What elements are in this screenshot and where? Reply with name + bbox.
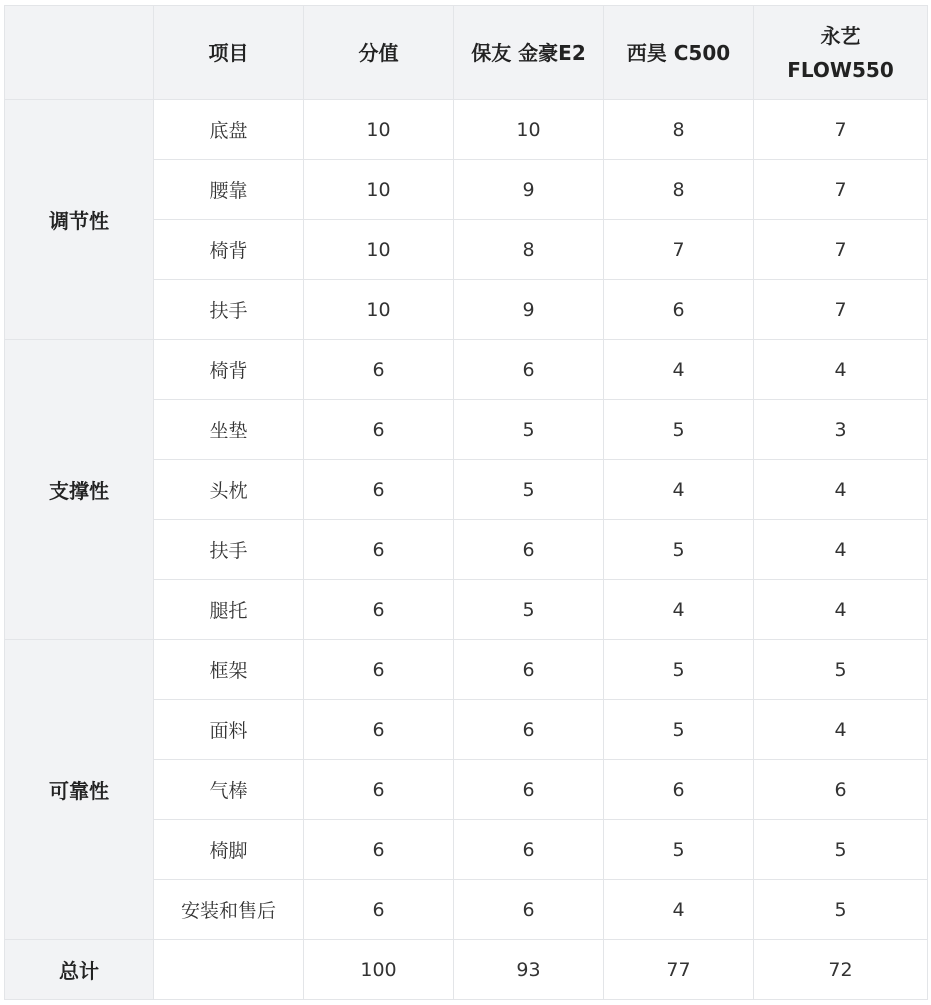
score-cell: 10 xyxy=(304,100,454,160)
item-cell: 底盘 xyxy=(154,100,304,160)
item-cell: 气棒 xyxy=(154,760,304,820)
score-cell: 6 xyxy=(304,820,454,880)
brand-1-cell: 6 xyxy=(454,340,604,400)
brand-1-cell: 6 xyxy=(454,760,604,820)
score-cell: 10 xyxy=(304,220,454,280)
brand-2-cell: 5 xyxy=(604,400,754,460)
total-brand-3: 72 xyxy=(754,940,928,1000)
header-item: 项目 xyxy=(154,6,304,100)
brand-1-cell: 5 xyxy=(454,580,604,640)
score-cell: 6 xyxy=(304,460,454,520)
item-cell: 腿托 xyxy=(154,580,304,640)
brand-3-cell: 7 xyxy=(754,220,928,280)
score-cell: 6 xyxy=(304,640,454,700)
brand-2-cell: 4 xyxy=(604,460,754,520)
header-brand-3-line1: 永艺 xyxy=(820,23,861,48)
brand-3-cell: 3 xyxy=(754,400,928,460)
score-cell: 6 xyxy=(304,400,454,460)
header-brand-3 xyxy=(754,6,928,100)
brand-3-cell: 4 xyxy=(754,460,928,520)
brand-1-cell: 8 xyxy=(454,220,604,280)
header-brand-2: 西昊 C500 xyxy=(604,6,754,100)
brand-3-cell: 4 xyxy=(754,700,928,760)
score-cell: 6 xyxy=(304,520,454,580)
brand-2-cell: 7 xyxy=(604,220,754,280)
brand-1-cell: 6 xyxy=(454,880,604,940)
brand-1-cell: 10 xyxy=(454,100,604,160)
brand-3-cell: 4 xyxy=(754,580,928,640)
score-cell: 6 xyxy=(304,700,454,760)
item-cell: 扶手 xyxy=(154,280,304,340)
category-cell: 调节性 xyxy=(5,100,154,340)
brand-2-cell: 5 xyxy=(604,820,754,880)
item-cell: 头枕 xyxy=(154,460,304,520)
brand-2-cell: 8 xyxy=(604,160,754,220)
total-item-cell xyxy=(154,940,304,1000)
total-label: 总计 xyxy=(5,940,154,1000)
brand-3-cell: 4 xyxy=(754,340,928,400)
brand-3-cell: 5 xyxy=(754,640,928,700)
brand-1-cell: 5 xyxy=(454,400,604,460)
table-row xyxy=(5,640,928,700)
brand-2-cell: 4 xyxy=(604,580,754,640)
brand-2-cell: 4 xyxy=(604,340,754,400)
score-cell: 6 xyxy=(304,340,454,400)
category-cell: 可靠性 xyxy=(5,640,154,940)
item-cell: 腰靠 xyxy=(154,160,304,220)
total-row xyxy=(5,940,928,1000)
brand-3-cell: 7 xyxy=(754,280,928,340)
brand-1-cell: 6 xyxy=(454,640,604,700)
brand-2-cell: 6 xyxy=(604,280,754,340)
item-cell: 椅脚 xyxy=(154,820,304,880)
total-brand-1: 93 xyxy=(454,940,604,1000)
brand-2-cell: 8 xyxy=(604,100,754,160)
brand-1-cell: 9 xyxy=(454,280,604,340)
score-cell: 6 xyxy=(304,760,454,820)
header-blank xyxy=(5,6,154,100)
header-brand-1: 保友 金豪E2 xyxy=(454,6,604,100)
brand-2-cell: 5 xyxy=(604,700,754,760)
brand-3-cell: 6 xyxy=(754,760,928,820)
table-row xyxy=(5,340,928,400)
item-cell: 椅背 xyxy=(154,340,304,400)
brand-2-cell: 5 xyxy=(604,520,754,580)
score-cell: 6 xyxy=(304,880,454,940)
brand-3-cell: 5 xyxy=(754,820,928,880)
comparison-table xyxy=(4,5,928,1000)
brand-1-cell: 6 xyxy=(454,520,604,580)
item-cell: 安装和售后 xyxy=(154,880,304,940)
brand-3-cell: 4 xyxy=(754,520,928,580)
category-cell: 支撑性 xyxy=(5,340,154,640)
item-cell: 框架 xyxy=(154,640,304,700)
score-cell: 6 xyxy=(304,580,454,640)
total-brand-2: 77 xyxy=(604,940,754,1000)
brand-1-cell: 9 xyxy=(454,160,604,220)
brand-1-cell: 6 xyxy=(454,700,604,760)
table-row xyxy=(5,100,928,160)
brand-3-cell: 5 xyxy=(754,880,928,940)
table-header xyxy=(5,6,928,100)
item-cell: 椅背 xyxy=(154,220,304,280)
brand-1-cell: 6 xyxy=(454,820,604,880)
header-row xyxy=(5,6,928,100)
brand-3-cell: 7 xyxy=(754,160,928,220)
item-cell: 面料 xyxy=(154,700,304,760)
header-score: 分值 xyxy=(304,6,454,100)
total-score: 100 xyxy=(304,940,454,1000)
score-cell: 10 xyxy=(304,280,454,340)
brand-1-cell: 5 xyxy=(454,460,604,520)
brand-2-cell: 6 xyxy=(604,760,754,820)
header-brand-3-line2: FLOW550 xyxy=(787,57,894,82)
item-cell: 坐垫 xyxy=(154,400,304,460)
brand-2-cell: 5 xyxy=(604,640,754,700)
item-cell: 扶手 xyxy=(154,520,304,580)
brand-3-cell: 7 xyxy=(754,100,928,160)
table-body xyxy=(5,100,928,1000)
brand-2-cell: 4 xyxy=(604,880,754,940)
score-cell: 10 xyxy=(304,160,454,220)
